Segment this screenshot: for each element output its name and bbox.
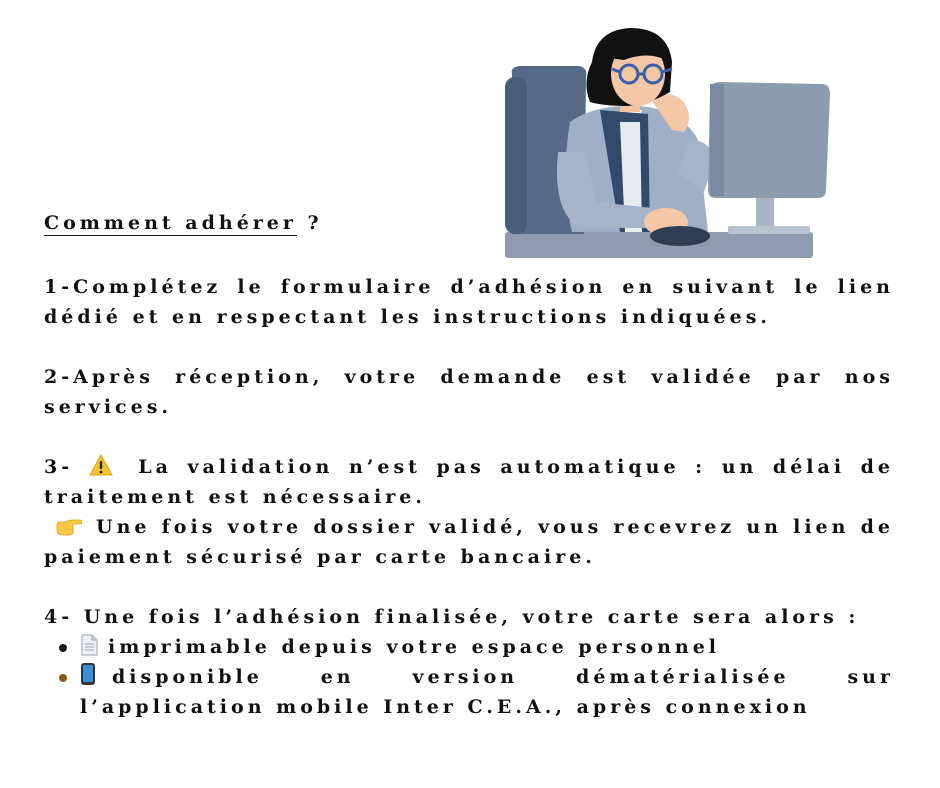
step-3-text: La validation n’est pas automatique : un délai de traitement est nécessaire. xyxy=(44,456,894,508)
list-item xyxy=(44,632,894,662)
bullet-dot xyxy=(59,644,67,652)
warning-icon xyxy=(89,454,113,476)
document-icon xyxy=(80,634,98,656)
bullet-dot xyxy=(59,674,67,682)
step-3-followup xyxy=(44,512,894,572)
step-3 xyxy=(44,452,894,512)
step-1: 1-Complétez le formulaire d’adhésion en suivant le lien dédié et en respectant les instructions indiquées. xyxy=(44,276,894,328)
heading xyxy=(44,208,894,238)
title-suffix: ? xyxy=(296,212,323,234)
card-options-list xyxy=(44,632,894,722)
bullet-text: disponible en version dématérialisée sur l’application mobile Inter C.E.A., après connexion xyxy=(80,666,894,718)
step-4: 4- Une fois l’adhésion finalisée, votre carte sera alors : xyxy=(44,606,860,628)
bullet-text: imprimable depuis votre espace personnel xyxy=(108,636,721,658)
list-item xyxy=(44,662,894,722)
content-area xyxy=(44,208,894,722)
step-2: 2-Après réception, votre demande est validée par nos services. xyxy=(44,366,894,418)
step-3-followup-text: Une fois votre dossier validé, vous recevrez un lien de paiement sécurisé par carte bancaire. xyxy=(44,516,894,568)
page-title: Comment adhérer xyxy=(44,212,297,234)
mobile-phone-icon xyxy=(80,662,96,686)
pointing-hand-icon xyxy=(56,518,82,536)
step-3-prefix: 3- xyxy=(44,456,74,478)
